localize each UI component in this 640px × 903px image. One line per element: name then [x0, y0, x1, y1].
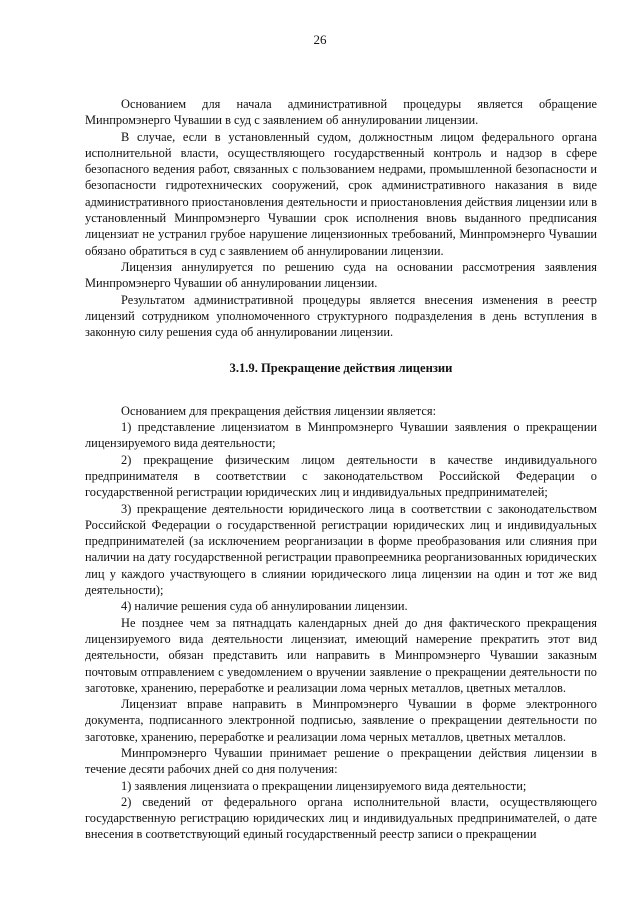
section-heading: 3.1.9. Прекращение действия лицензии — [229, 361, 453, 376]
document-body — [85, 96, 597, 843]
list-item: 1) заявления лицензиата о прекращении лицензируемого вида деятельности; — [121, 778, 527, 793]
paragraph: Основанием для начала административной процедуры является обращение Минпромэнерго Чувашии в суд с заявлением об аннулировании лицензии. — [85, 97, 597, 128]
list-item: 1) представление лицензиатом в Минпромэнерго Чувашии заявления о прекращении лицензируемого вида деятельности; — [85, 420, 597, 451]
paragraph: Результатом административной процедуры является внесения изменения в реестр лицензий сотрудником уполномоченного структурного подразделения в день вступления в законную силу решения суда об аннулировании лицензии. — [85, 292, 597, 340]
list-item: 4) наличие решения суда об аннулировании лицензии. — [121, 599, 408, 614]
list-item: 3) прекращение деятельности юридического лица в соответствии с законодательством Российской Федерации о государственной регистрации юридических лиц и индивидуальных предпринимателей (за исключением реорганизации в форме преобразования или слияния при наличии на дату государственной регистрации правопреемника реорганизованных юридических лиц у каждого участвующего в слиянии юридического лица лицензии на один и тот же вид деятельности); — [85, 501, 597, 598]
paragraph: В случае, если в установленный судом, должностным лицом федерального органа исполнительной власти, осуществляющего государственный контроль и надзор в сфере безопасного ведения работ, связанных с пользованием недрами, промышленной безопасности и безопасности гидротехнических сооружений, срок административного наказания в виде административного приостановления деятельности и приостановления действия лицензии или в установленный Минпромэнерго Чувашии срок исполнения вновь выданного предписания лицензиат не устранил грубое нарушение лицензионных требований, Минпромэнерго Чувашии обязано обратиться в суд с заявлением об аннулировании лицензии. — [85, 129, 597, 258]
paragraph: Лицензия аннулируется по решению суда на основании рассмотрения заявления Минпромэнерго Чувашии об аннулировании лицензии. — [85, 259, 597, 291]
list-item: 2) сведений от федерального органа исполнительной власти, осуществляющего государственную регистрацию юридических лиц и индивидуальных предпринимателей, о дате внесения в соответствующий единый государственный реестр записи о прекращении — [85, 794, 597, 842]
list-item: 2) прекращение физическим лицом деятельности в качестве индивидуального предпринимателя в соответствии с законодательством Российской Федерации о государственной регистрации юридических лиц и индивидуальных предпринимателей; — [85, 452, 597, 500]
paragraph: Не позднее чем за пятнадцать календарных дней до дня фактического прекращения лицензируемого вида деятельности лицензиат, имеющий намерение прекратить этот вид деятельности, обязан представить или направить в Минпромэнерго Чувашии заказным почтовым отправлением с уведомлением о вручении заявление о прекращении деятельности по заготовке, хранению, переработке и реализации лома черных металлов, цветных металлов. — [85, 615, 597, 695]
paragraph: Лицензиат вправе направить в Минпромэнерго Чувашии в форме электронного документа, подписанного электронной подписью, заявление о прекращении деятельности по заготовке, хранению, переработке и реализации лома черных металлов, цветных металлов. — [85, 697, 597, 744]
paragraph: Минпромэнерго Чувашии принимает решение о прекращении действия лицензии в течение десяти рабочих дней со дня получения: — [85, 745, 597, 777]
page-number: 26 — [313, 32, 327, 47]
paragraph: Основанием для прекращения действия лицензии является: — [121, 403, 437, 418]
